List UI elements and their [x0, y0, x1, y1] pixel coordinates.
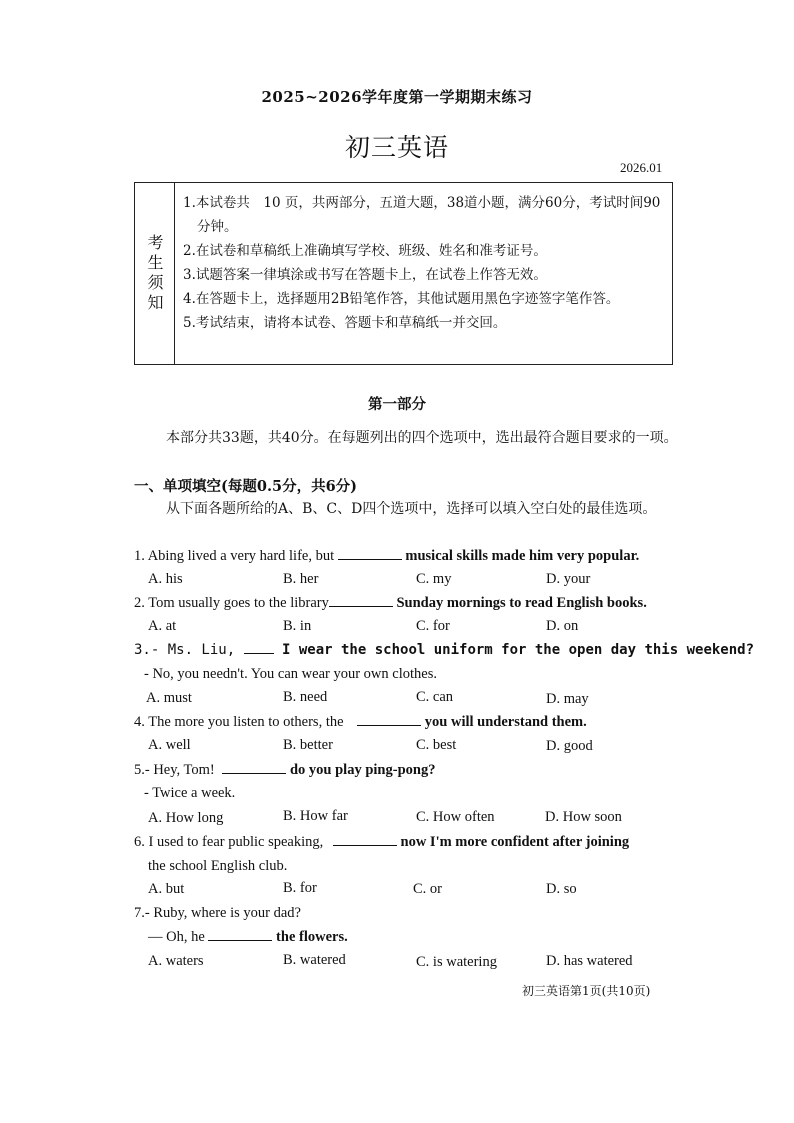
part-title: 第一部分 — [368, 396, 426, 413]
option-a: A. waters — [148, 953, 204, 969]
notice-rules — [183, 191, 671, 335]
answer-blank — [338, 548, 402, 560]
notice-rule: 2.在试卷和草稿纸上准确填写学校、班级、姓名和准考证号。 — [183, 243, 547, 259]
option-b: B. watered — [283, 952, 346, 968]
answer-blank — [333, 834, 397, 846]
option-d: D. How soon — [545, 809, 622, 825]
answer-blank — [357, 714, 421, 726]
question-7-reply — [148, 929, 718, 946]
option-a: A. How long — [148, 810, 224, 826]
option-a: A. but — [148, 881, 185, 897]
option-b: B. How far — [283, 808, 348, 824]
notice-rule: 3.试题答案一律填涂或书写在答题卡上，在试卷上作答无效。 — [183, 267, 547, 283]
question-text: 4. The more you listen to others, the — [134, 714, 348, 730]
question-5-reply: - Twice a week. — [144, 785, 236, 801]
option-c: C. best — [416, 737, 457, 753]
question-text: you will understand them. — [421, 714, 587, 730]
option-d: D. has watered — [546, 953, 633, 969]
option-d: D. on — [546, 618, 579, 634]
option-c: C. is watering — [416, 954, 497, 970]
option-c: C. can — [416, 689, 454, 705]
question-text: 3.- Ms. Liu, — [134, 642, 244, 658]
option-c: C. How often — [416, 809, 495, 825]
option-c: C. or — [413, 881, 442, 897]
part-intro: 本部分共33题，共40分。在每题列出的四个选项中，选出最符合题目要求的一项。 — [166, 430, 678, 446]
question-3-reply: - No, you needn't. You can wear your own clothes. — [144, 666, 437, 682]
option-d: D. so — [546, 881, 577, 897]
notice-box — [134, 182, 673, 365]
option-b: B. for — [283, 880, 317, 896]
subject-title: 初三英语 — [344, 133, 449, 162]
option-a: A. his — [148, 571, 183, 587]
option-c: C. my — [416, 571, 452, 587]
answer-blank — [244, 642, 274, 654]
option-b: B. need — [283, 689, 328, 705]
question-4 — [134, 714, 704, 731]
question-6 — [134, 834, 704, 851]
option-d: D. good — [546, 738, 593, 754]
answer-blank — [329, 595, 393, 607]
page-footer: 初三英语第1页(共10页) — [522, 984, 651, 998]
question-text: 1. Abing lived a very hard life, but — [134, 548, 338, 564]
question-text: now I'm more confident after joining — [396, 834, 630, 850]
question-1 — [134, 548, 704, 565]
question-text: 6. I used to fear public speaking, — [134, 834, 327, 850]
question-text: 2. Tom usually goes to the library — [134, 595, 329, 611]
question-6-continued: the school English club. — [148, 858, 288, 874]
question-text: I wear the school uniform for the open day this weekend? — [273, 642, 755, 658]
question-2 — [134, 595, 704, 612]
exam-title: 2025~2026学年度第一学期期末练习 — [261, 88, 533, 106]
notice-rule: 5.考试结束，请将本试卷、答题卡和草稿纸一并交回。 — [183, 315, 507, 331]
question-text: Sunday mornings to read English books. — [392, 595, 647, 611]
section-instruction: 从下面各题所给的A、B、C、D四个选项中，选择可以填入空白处的最佳选项。 — [166, 501, 657, 517]
notice-rule: 1.本试卷共 10 页，共两部分，五道大题，38道小题，满分60分，考试时间90分钟。 — [183, 195, 661, 235]
option-a: A. at — [148, 618, 177, 634]
question-text: do you play ping-pong? — [286, 762, 436, 778]
option-b: B. in — [283, 618, 312, 634]
option-d: D. your — [546, 571, 591, 587]
option-a: A. must — [146, 690, 192, 706]
answer-blank — [208, 929, 272, 941]
question-3 — [134, 642, 755, 659]
question-5 — [134, 762, 704, 779]
answer-blank — [222, 762, 286, 774]
notice-label: 考生须知 — [145, 233, 164, 314]
exam-date: 2026.01 — [620, 160, 663, 175]
option-b: B. better — [283, 737, 333, 753]
option-a: A. well — [148, 737, 191, 753]
option-b: B. her — [283, 571, 319, 587]
question-text: musical skills made him very popular. — [401, 548, 640, 564]
question-7: 7.- Ruby, where is your dad? — [134, 905, 301, 921]
notice-rule: 4.在答题卡上，选择题用2B铅笔作答，其他试题用黑色字迹签字笔作答。 — [183, 291, 620, 307]
option-c: C. for — [416, 618, 450, 634]
question-text: the flowers. — [272, 929, 348, 945]
question-text: 5.- Hey, Tom! — [134, 762, 219, 778]
notice-label-cell — [135, 183, 175, 364]
question-text: — Oh, he — [148, 929, 209, 945]
option-d: D. may — [546, 691, 589, 707]
section-title: 一、单项填空(每题0.5分，共6分) — [134, 478, 358, 495]
